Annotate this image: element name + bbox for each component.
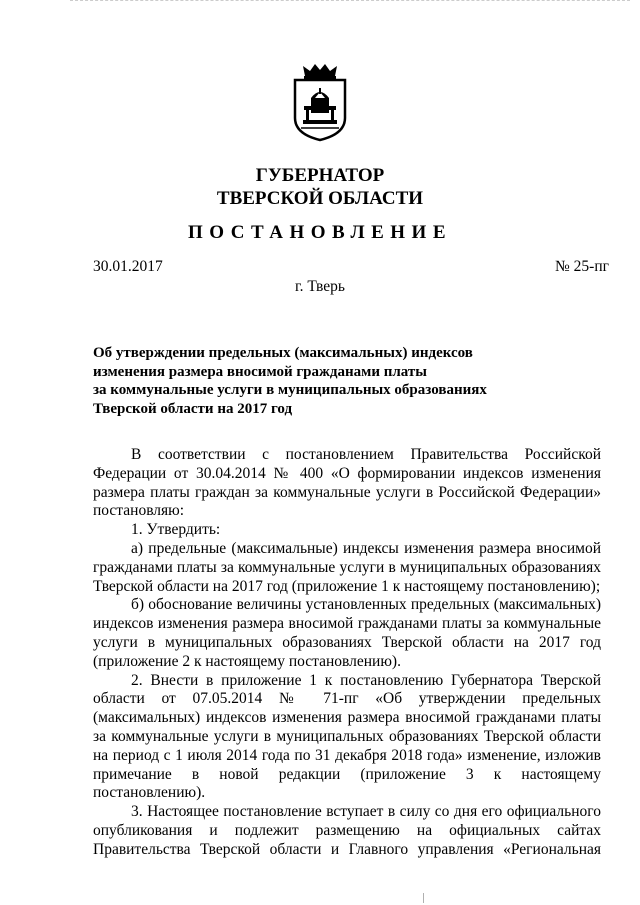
scan-mark-artifact (423, 893, 424, 903)
subject-line: за коммунальные услуги в муниципальных образованиях (93, 382, 487, 398)
document-date: 30.01.2017 (93, 258, 163, 275)
issuer-title-line-1: ГУБЕРНАТОР (255, 165, 385, 186)
coat-of-arms-icon (289, 62, 351, 142)
document-city: г. Тверь (295, 278, 345, 295)
clause-2: 2. Внести в приложение 1 к постановлению Губернатора Тверской области от 07.05.2014 № 71-пг «Об утверждении предельных (максимальных) индексов изменения размера вносимой гражданами платы за коммунальные услуги в муниципальных образованиях Тверской области на период с 1 июля 2014 года по 31 декабря 2018 года» изменение, изложив примечание в новой редакции (приложение 3 к настоящему постановлению). (93, 671, 601, 802)
document-subject (93, 344, 487, 418)
issuer-title-line-2: ТВЕРСКОЙ ОБЛАСТИ (216, 188, 424, 209)
subject-line: Тверской области на 2017 год (93, 400, 293, 417)
document-body (93, 446, 601, 860)
subject-line: изменения размера вносимой гражданами платы (93, 363, 427, 380)
clause-1b: б) обоснование величины установленных предельных (максимальных) индексов изменения размера вносимой гражданами платы за коммунальные услуги в муниципальных образованиях Тверской области на 2017 год (приложение 2 к настоящему постановлению). (93, 596, 601, 670)
document-type: ПОСТАНОВЛЕНИЕ (187, 222, 453, 243)
subject-line: Об утверждении предельных (максимальных) индексов (93, 345, 473, 361)
clause-1: 1. Утвердить: (131, 521, 221, 539)
scan-edge-artifact (70, 0, 630, 3)
document-number: № 25-пг (555, 258, 609, 275)
clause-3: 3. Настоящее постановление вступает в силу со дня его официального опубликования и подлежит размещению на официальных сайтах Правительства Тверской области и Главного управления «Региональная (93, 803, 601, 858)
clause-1a: а) предельные (максимальные) индексы изменения размера вносимой гражданами платы за коммунальные услуги в муниципальных образованиях Тверской области на 2017 год (приложение 1 к настоящему постановлению); (93, 539, 601, 595)
preamble-paragraph: В соответствии с постановлением Правительства Российской Федерации от 30.04.2014 № 400 «О формировании индексов изменения размера платы граждан за коммунальные услуги в Российской Федерации» постановляю: (93, 446, 601, 520)
